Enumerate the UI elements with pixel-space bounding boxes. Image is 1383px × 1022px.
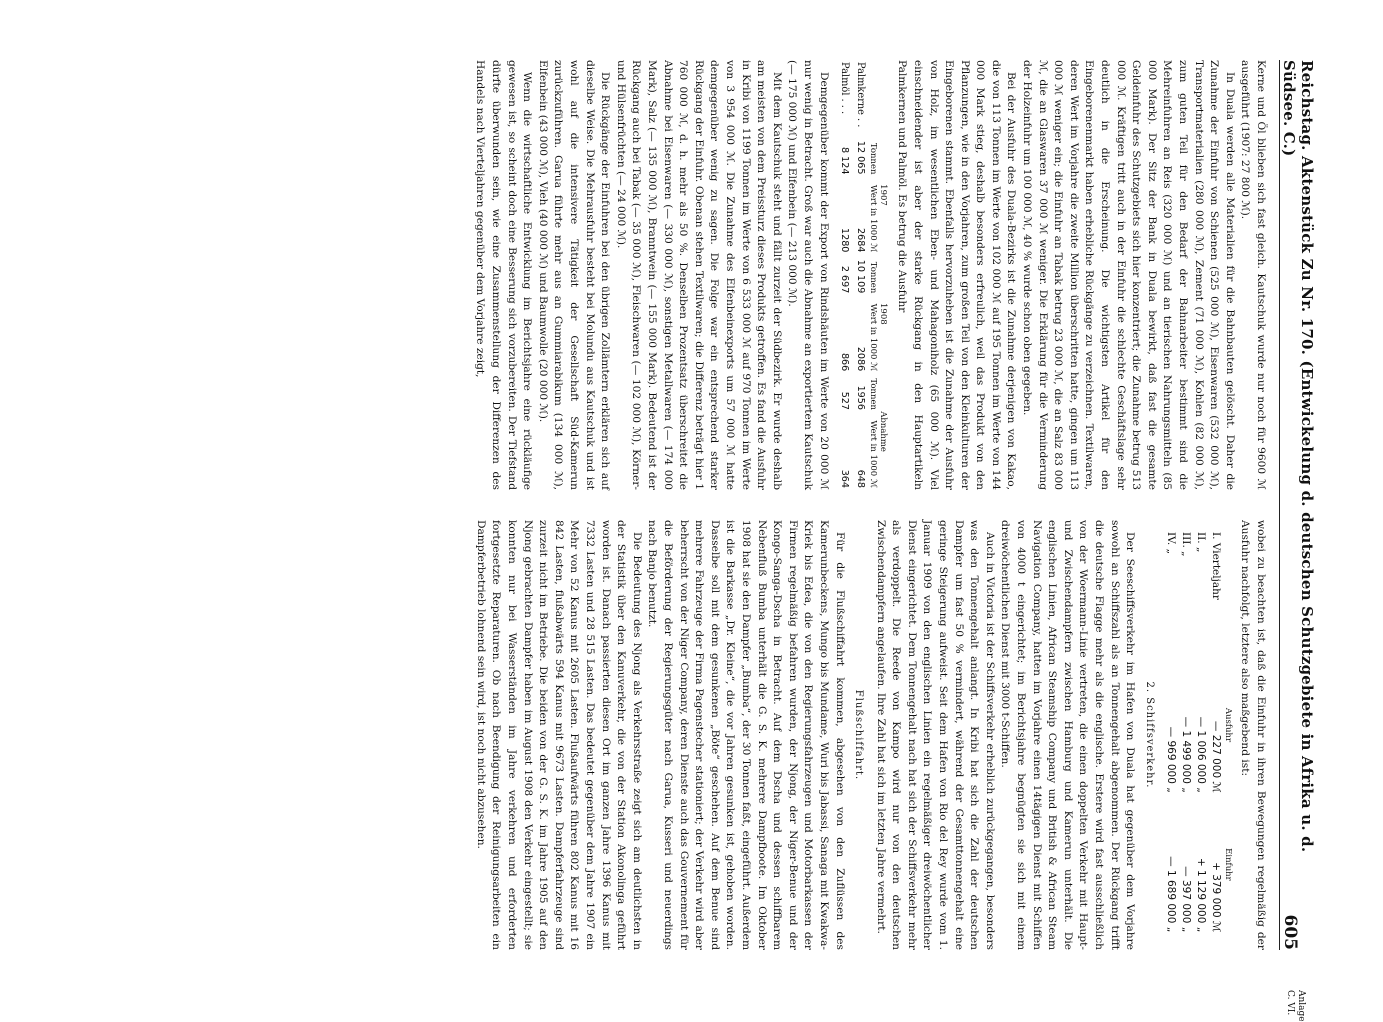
column-header: Wert in 1000 ℳ bbox=[867, 303, 878, 372]
page-header bbox=[1279, 60, 1320, 950]
row-label: IV. „ bbox=[1164, 532, 1177, 555]
table-cell: — 1 006 000 „ bbox=[1194, 716, 1207, 793]
page-content bbox=[45, 60, 1320, 1022]
column-header: Tonnen bbox=[867, 378, 878, 410]
einfuhr-header: Einfuhr bbox=[1222, 848, 1233, 881]
paragraph: Kerne und Öl blieben sich fast gleich. Kautschuk wurde nur noch für 9600 ℳ ausgeführt (1907: 27 800 ℳ). bbox=[1239, 60, 1267, 490]
table-row bbox=[852, 60, 868, 490]
margin-note: Anlage C. VI. bbox=[1285, 990, 1306, 1022]
table-row bbox=[1193, 530, 1208, 934]
row-label: III. „ bbox=[1179, 532, 1192, 557]
export-table bbox=[837, 60, 888, 490]
row-label: Palmöl . . . bbox=[839, 62, 851, 115]
table-cell: 866 bbox=[839, 352, 851, 372]
ausfuhr-header: Ausfuhr bbox=[1222, 707, 1233, 743]
column-header: Tonnen bbox=[867, 261, 878, 294]
column-header: Wert in 1000 ℳ bbox=[867, 420, 878, 488]
row-label: II. „ bbox=[1194, 532, 1207, 553]
table-cell: 12 065 bbox=[854, 140, 866, 175]
subheading: Flußschiffahrt. bbox=[853, 689, 865, 781]
table-cell: — 1 499 000 „ bbox=[1179, 716, 1192, 793]
table-cell: — 1 689 000 „ bbox=[1164, 856, 1177, 933]
table-cell: + 379 000 ℳ bbox=[1209, 862, 1222, 933]
paragraph: Mit dem Kautschuk steht und fällt zurzeit der Südbezirk. Er wurde deshalb am meisten von dem Preissturz dieses Produkts getroffen. Es fand die Ausfuhr in Kribi von 1199 Tonnen im Werte von 6 533 000 ℳ auf 970 Tonnen im Werte von 3 954 000 ℳ. Die Zunahme des Elfenbeinexports um 57 000 ℳ hatte demgegenüber wenig zu sagen. Die Folge war ein entsprechend starker Rückgang der Einfuhr. Obenan stehen Textilwaren; die Differenz beträgt hier 1 760 000 ℳ, d. h. mehr als 50 %. Denselben Prozentsatz überschreitet die Abnahme bei Eisenwaren (— 330 000 ℳ), sonstigen Metallwaren (— 174 000 Mark), Salz (— 135 000 ℳ), Branntwein (— 155 000 Mark). Bedeutend ist der Rückgang auch bei Tabak (— 35 000 ℳ), Fleischwaren (— 102 000 ℳ), Körner- und Hülsenfrüchten (— 24 000 ℳ). bbox=[614, 60, 783, 490]
paragraph: Die Bedeutung des Njong als Verkehrsstraße zeigt sich am deutlichsten in der Statistik über den Kanuverkehr, die von der Station Akonolinga geführt worden ist. Danach passierten diesen Ort im ganzen Jahre 1396 Kanus mit 7332 Lasten und 28 515 Lasten. Das bedeutet gegenüber dem Jahre 1907 ein Mehr von 52 Kanus mit 2605 Lasten. Flußaufwärts führen 802 Kanus mit 16 842 Lasten, flußabwärts 594 Kanus mit 9673 Lasten. Dampferfahrzeuge sind zurzeit nicht im Betriebe. Die beiden von der G. S. K. im Jahre 1905 auf den Njong gebrachten Dampfer haben im August 1908 den Verkehr eingestellt; sie konnten nur bei Wasserständen im Jahre verkehren und erforderten fortgesetzte Reparaturen. Ob nach Beendigung der Reinigungsarbeiten ein Dampferbetrieb lohnend sein wird, ist noch nicht abzusehen. bbox=[474, 520, 643, 950]
table-cell: — 227 000 ℳ bbox=[1209, 720, 1222, 793]
table-row bbox=[1163, 530, 1178, 934]
table-cell: — 397 000 „ bbox=[1179, 866, 1192, 933]
table-cell: 364 bbox=[839, 469, 851, 488]
paragraph: Auch in Victoria ist der Schiffsverkehr erheblich zurückgegangen, besonders was den Tonnengehalt anlangt. In Kribi hat sich die Zahl der deutschen Dampfer um fast 50 % vermindert, während der Gesamttonnengehalt eine geringe Steigerung aufweist. Seit dem Hafen von Rio del Rey wurde vom 1. Januar 1909 von den englischen Linien ein regelmäßiger dreiwöchentlicher Dienst eingerichtet. Dem Tonnengehalt nach hat sich der Schiffsverkehr mehr als verdoppelt. Die Reede von Kampo wird nur von den deutschen Zwischendampfern angelaufen. Ihre Zahl hat sich im letzten Jahre vermehrt. bbox=[874, 520, 996, 950]
paragraph: In Duala werden alle Materialien für die Bahnbauten gelöscht. Daher die Zunahme der Einfuhr von Schienen (525 000 ℳ), Eisenwaren (532 000 ℳ), Transportmaterialien (280 000 ℳ), Zement (71 000 ℳ), Kohlen (82 000 ℳ), zum guten Teil für den Bedarf der Bahnarbeiter bestimmt sind die Mehreinfuhren an Reis (320 000 ℳ) und an tierischen Nahrungsmitteln (85 000 Mark). Der Sitz der Bank in Duala bewirkt, daß fast die gesamte Geldeinfuhr des Schutzgebiets sich hier konzentriert; die Zunahme betrug 513 000 ℳ. Kräftigen tritt auch in der Einfuhr die schlechte Geschäftslage sehr deutlich in die Erscheinung. Die wichtigsten Artikel für den Eingeborenenmarkt haben erhebliche Rückgänge zu verzeichnen. Textilwaren, deren Wert im Vorjahre die zweite Million überschritten hatte, gingen um 113 000 ℳ weniger ein; die Einfuhr an Tabak betrug 23 000 ℳ, die an Salz 83 000 ℳ, die an Glaswaren 37 000 ℳ weniger. Die Erklärung für die Verminderung der Holzeinfuhr um 100 000 ℳ, 40 % wurde schon oben gegeben. bbox=[1021, 60, 1236, 490]
year-1907-header: 1907 bbox=[877, 184, 888, 206]
table-cell: 1956 bbox=[854, 385, 866, 410]
paragraph: Demgegenüber kommt der Export von Rindshäuten im Werte von 20 000 ℳ nur wenig in Betracht. Groß war auch die Abnahme an exportiertem Kautschuk (— 175 000 ℳ) und Elfenbein (— 213 000 ℳ). bbox=[786, 60, 830, 490]
table-cell: + 1 129 000 „ bbox=[1194, 857, 1207, 933]
table-cell: 10 109 bbox=[854, 259, 866, 294]
paragraph: wobei zu beachten ist, daß die Einfuhr in ihren Bewegungen regelmäßig der Ausfuhr nachfolgt, letztere also maßgebend ist: bbox=[1239, 520, 1267, 950]
year-1908-header: 1908 bbox=[877, 303, 888, 325]
left-column bbox=[472, 60, 1268, 490]
section-heading: 2. Schiffsverkehr. bbox=[1143, 681, 1155, 789]
table-row bbox=[837, 60, 853, 490]
table-cell: 2684 bbox=[854, 227, 866, 253]
paragraph: Für die Flußschiffahrt kommen, abgesehen von den Zuflüssen des Kamerunbeckens, Mungo bis Mundame, Wuri bis Jabassi, Sanaga mit Kwakwa-Kriek bis Edea, die von den Regierungsfahrzeugen und Motorbarkassen der Firmen regelmäßig befahren wurden, der Njong, der Niger-Benue und der Kongo-Sanga-Dscha in Betracht. Auf dem Dscha und dessen schiffbarem Nebenfluß Bumba unterhält die G. S. K. mehrere Dampfboote. Im Oktober 1908 hat sie den Dampfer „Bumba“, der 30 Tonnen faßt, eingeführt. Außerdem ist die Barkasse „Dr. Kleine“, die vor Jahren gesunken ist, gehoben worden. Dasselbe soll mit dem gesunkenen „Böte“ geschehen. Auf dem Benue sind mehrere Fahrzeuge der Firma Pagenstecher stationiert; der Verkehr wird aber beherrscht von der Niger Company, deren Dienste auch das Gouvernement für die Beförderung der Regierungsgüter nach Garua, Kusseri und neuerdings nach Banjo benutzt. bbox=[646, 520, 846, 950]
table-cell: 1280 bbox=[839, 227, 851, 253]
column-header: Wert in 1000 ℳ bbox=[867, 184, 878, 253]
table-cell: 2086 bbox=[854, 346, 866, 372]
page-title: Reichstag. Aktenstück Zu Nr. 170. (Entwickelung d. deutschen Schutzgebiete in Afrika u. d. Südsee. C.) bbox=[1280, 60, 1316, 853]
quarter-table bbox=[1163, 530, 1233, 934]
table-cell: — 969 000 „ bbox=[1164, 726, 1177, 793]
paragraph: Die Rückgänge der Einfuhren bei den übrigen Zollämtern erklären sich auf dieselbe Weise. Die Mehrausfuhr besteht bei Molundu aus Kautschuk und ist wohl auf die intensivere Tätigkeit der Gesellschaft Süd-Kamerun zurückzuführen. Garua führte mehr aus an Gummiarabikum (134 000 ℳ), Elfenbein (43 000 ℳ), Vieh (40 000 ℳ) und Baumwolle (20 000 ℳ). bbox=[536, 60, 612, 490]
table-cell: 648 bbox=[854, 469, 866, 488]
paragraph: Wenn die wirtschaftliche Entwicklung im Berichtsjahre eine rückläufige gewesen ist, so scheint doch eine Besserung sich vorzubereiten. Der Tiefstand dürfte überwunden sein, wie eine Zusammenstellung der Differenzen des Handels nach Vierteljahren gegenüber dem Vorjahre zeigt, bbox=[474, 60, 534, 490]
abnahme-header: Abnahme bbox=[877, 411, 888, 452]
table-row bbox=[1208, 530, 1223, 934]
table-row bbox=[1178, 530, 1193, 934]
table-cell: 2 697 bbox=[839, 265, 851, 294]
paragraph: Der Seeschiffsverkehr im Hafen von Duala hat gegenüber dem Vorjahre sowohl an Schiffszahl als an Tonnengehalt abgenommen. Der Rückgang trifft die deutsche Flagge mehr als die englische. Erstere wird fast ausschließlich von der Woermann-Linie vertreten, die einen doppelten Verkehr mit Haupt- und Zwischendampfern zwischen Hamburg und Kamerun unterhält. Die englischen Linien, African Steamship Company und British & African Steam Navigation Company, hatten im Vorjahre einen 14tägigen Dienst mit Schiffen von 4000 t eingerichtet; im Berichtsjahre begnügten sie sich mit einem dreiwöchentlichen Dienst mit 3000 t-Schiffen. bbox=[999, 520, 1137, 950]
table-cell: 8 124 bbox=[839, 147, 851, 175]
row-label: I. Vierteljahr bbox=[1209, 532, 1222, 600]
paragraph: Bei der Ausfuhr des Duala-Bezirks ist die Zunahme derjenigen von Kakao, die von 113 Tonnen im Werte von 102 000 ℳ auf 195 Tonnen im Werte von 144 000 Mark stieg, deshalb besonders erfreulich, weil das Produkt von den Pflanzungen, wie in den Vorjahren, zum großen Teil von den Kleinkulturen der Eingeborenen stammt. Ebenfalls hervorzuheben ist die Zunahme der Ausfuhr von Holz, im wesentlichen Eben- und Mahagoniholz (65 000 ℳ). Viel einschneidender ist aber der starke Rückgang in den Hauptartikeln Palmkernen und Palmöl. Es betrug die Ausfuhr bbox=[896, 60, 1018, 490]
table-cell: 527 bbox=[839, 391, 851, 410]
page-number: 605 bbox=[1280, 914, 1300, 950]
right-column bbox=[472, 520, 1268, 950]
column-header: Tonnen bbox=[867, 142, 878, 175]
row-label: Palmkerne . . bbox=[854, 62, 866, 128]
